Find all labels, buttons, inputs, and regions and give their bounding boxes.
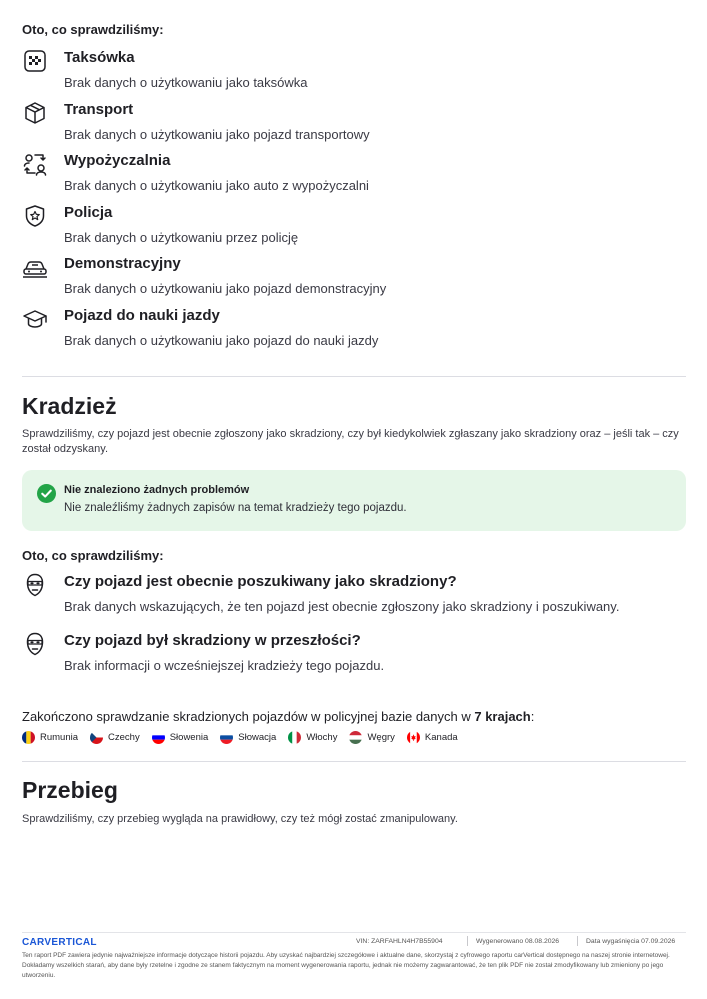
- taxi-icon: [22, 48, 48, 74]
- check-title: Czy pojazd był skradziony w przeszłości?: [64, 632, 361, 649]
- check-title: Taksówka: [64, 49, 135, 66]
- check-item: [22, 203, 686, 247]
- no-problems-title: Nie znaleziono żadnych problemów: [64, 484, 250, 496]
- check-description: Brak danych wskazujących, że ten pojazd jest obecnie zgłoszony jako skradziony i poszukiwany.: [64, 599, 620, 614]
- check-description: Brak danych o użytkowaniu jako pojazd demonstracyjny: [64, 281, 387, 296]
- footer-vin: VIN: ZARFAHLN4H7B55904: [356, 938, 443, 945]
- check-title: Czy pojazd jest obecnie poszukiwany jako skradziony?: [64, 573, 457, 590]
- country-name: Włochy: [306, 732, 338, 743]
- check-description: Brak danych o użytkowaniu przez policję: [64, 229, 299, 245]
- check-description: Brak danych o użytkowaniu jako auto z wypożyczalni: [64, 178, 369, 193]
- country-name: Węgry: [367, 732, 395, 743]
- thief-mask-icon: [22, 572, 48, 598]
- flag-icon: [288, 731, 301, 744]
- rental-icon: [22, 151, 48, 177]
- country-item: [288, 731, 337, 744]
- country-name: Rumunia: [40, 732, 79, 743]
- flag-icon: [349, 731, 362, 744]
- check-item: [22, 631, 686, 675]
- country-name: Czechy: [108, 732, 140, 743]
- no-problems-description: Nie znaleźliśmy żadnych zapisów na temat kradzieży tego pojazdu.: [64, 502, 407, 514]
- check-title: Policja: [64, 203, 113, 221]
- flag-icon: [407, 731, 420, 744]
- countries-summary-text: Zakończono sprawdzanie skradzionych pojazdów w policyjnej bazie danych w: [22, 709, 475, 724]
- flag-icon: [220, 731, 233, 744]
- graduation-cap-icon: [22, 306, 48, 332]
- check-item: [22, 100, 686, 144]
- mileage-section-title: Przebieg: [22, 777, 118, 803]
- check-title: Wypożyczalnia: [64, 152, 171, 169]
- check-description: Brak informacji o wcześniejszej kradzieży tego pojazdu.: [64, 658, 385, 673]
- check-description: Brak danych o użytkowaniu jako taksówka: [64, 75, 308, 90]
- carvertical-logo: CARVERTICAL: [22, 937, 97, 948]
- countries-summary: [22, 709, 534, 724]
- country-list: [22, 731, 470, 744]
- footer-generated: Wygenerowano 08.08.2026: [476, 938, 560, 945]
- checked-heading: Oto, co sprawdziliśmy:: [22, 22, 164, 37]
- check-item: [22, 254, 686, 298]
- theft-checked-heading: Oto, co sprawdziliśmy:: [22, 548, 164, 563]
- check-title: Demonstracyjny: [64, 255, 181, 272]
- flag-icon: [152, 731, 165, 744]
- footer-separator: [577, 936, 578, 946]
- thief-mask-icon: [22, 631, 48, 657]
- check-item: [22, 572, 686, 616]
- box-icon: [22, 100, 48, 126]
- country-name: Kanada: [424, 732, 458, 743]
- country-item: [349, 731, 394, 744]
- countries-count: 7 krajach: [474, 709, 531, 724]
- check-title: Transport: [64, 100, 134, 118]
- flag-icon: [22, 731, 35, 744]
- theft-section-description: Sprawdziliśmy, czy pojazd jest obecnie zgłoszony jako skradziony, czy był kiedykolwiek zgłaszany jako skradziony oraz – jeśli tak – czy został odzyskany.: [22, 428, 679, 455]
- footer-expires: Data wygaśnięcia 07.09.2026: [586, 938, 676, 945]
- countries-summary-colon: :: [530, 709, 535, 724]
- country-item: [220, 731, 276, 744]
- no-problems-banner: [22, 470, 686, 531]
- check-item: [22, 48, 686, 92]
- mileage-section-description: Sprawdziliśmy, czy przebieg wygląda na prawidłowy, czy też mógł zostać zmanipulowany.: [22, 813, 458, 825]
- section-divider: [22, 376, 686, 377]
- check-description: Brak danych o użytkowaniu jako pojazd do nauki jazdy: [64, 332, 379, 348]
- country-item: [90, 731, 140, 744]
- police-badge-icon: [22, 203, 48, 229]
- country-item: [407, 731, 458, 744]
- country-item: [22, 731, 78, 744]
- check-description: Brak danych o użytkowaniu jako pojazd transportowy: [64, 126, 370, 142]
- theft-section-title: Kradzież: [22, 393, 117, 419]
- footer-divider: [22, 932, 686, 933]
- check-item: [22, 151, 686, 195]
- footer-disclaimer: Ten raport PDF zawiera jedynie najważniejsze informacje dotyczące historii pojazdu. Aby uzyskać najbardziej szczegółowe i aktualne dane, skorzystaj z cyfrowego raportu carVertical dostępnego na naszej stronie internetowej. Dokładamy wszelkich starań, aby dane były rzetelne i zgodne ze stanem faktycznym na moment wygenerowania raportu, jednak nie możemy zagwarantować, że ten plik PDF nie został zmodyfikowany lub zmieniony po jego utworzeniu.: [22, 952, 670, 979]
- flag-icon: [90, 731, 103, 744]
- footer-separator: [467, 936, 468, 946]
- country-item: [152, 731, 209, 744]
- demo-car-icon: [22, 254, 48, 280]
- check-circle-icon: [37, 484, 56, 503]
- country-name: Słowacja: [238, 732, 277, 743]
- check-title: Pojazd do nauki jazdy: [64, 306, 220, 324]
- check-item: [22, 306, 686, 350]
- country-name: Słowenia: [169, 732, 209, 743]
- section-divider: [22, 761, 686, 762]
